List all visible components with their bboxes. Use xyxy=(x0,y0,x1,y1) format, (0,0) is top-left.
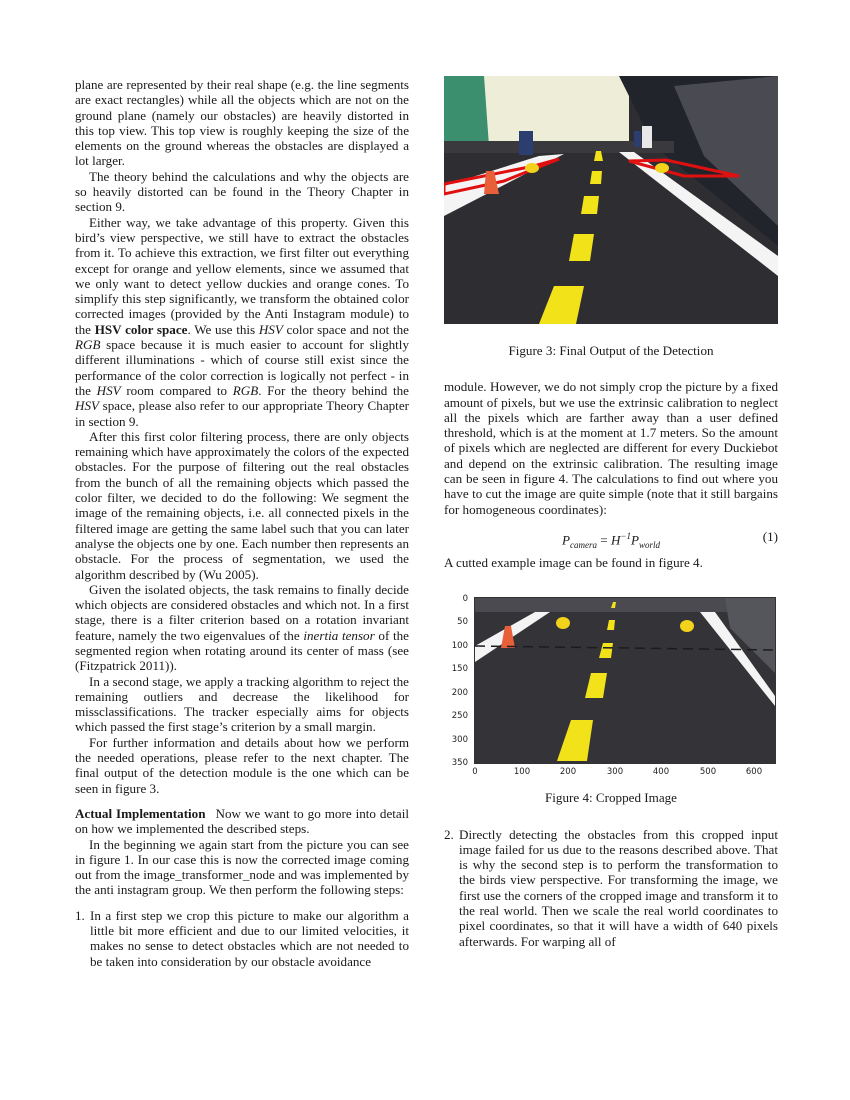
paragraph: Given the isolated objects, the task remains to finally decide which objects are considered obstacles and which not. In a first stage, there is a filter criterion based on a rotation invariant feature, namely the two eigenvalues of the inertia tensor of the segmented region when rotating around its center of mass (see (Fitzpatrick 2011)). xyxy=(75,581,409,674)
figure-3-caption: Figure 3: Final Output of the Detection xyxy=(508,343,714,358)
paragraph: module. However, we do not simply crop the picture by a fixed amount of pixels, but we use the extrinsic calibration to neglect all the pixels which are farther away than a user defined threshold, which is at the moment at 1.7 meters. So the amount of pixels which are neglected are different for every Duckiebot and depend on the extrinsic calibration. The resulting image can be seen in figure 4. The calculations to find out where you have to cut the image are quite simple (note that it still bargains for homogeneous coordinates): xyxy=(444,379,778,517)
paragraph: A cutted example image can be found in figure 4. xyxy=(444,554,703,570)
y-tick: 100 xyxy=(451,641,468,652)
cropped-road-illustration xyxy=(475,598,775,763)
x-tick: 100 xyxy=(513,767,531,778)
y-tick: 250 xyxy=(451,711,468,722)
paragraph: After this first color filtering process, there are only objects remaining which have approximately the colors of the expected obstacles. For the purpose of filtering out the real obstacles from the bunch of all the remaining objects which passed the color filter, we decided to do the following: We segment the image of the remaining objects, i.e. all connected pixels in the filtered image are getting the same label such that you can later analyse the objects one by one. Each number then represents an obstacle. For the process of segmentation, we used the algorithm described by (Wu 2005). xyxy=(75,428,409,582)
y-tick: 350 xyxy=(451,758,468,769)
bold-term: HSV color space xyxy=(94,321,188,337)
y-tick: 300 xyxy=(451,735,468,746)
figure-3 xyxy=(444,76,778,358)
left-column xyxy=(75,77,409,969)
y-tick: 200 xyxy=(451,688,468,699)
y-tick: 50 xyxy=(457,617,468,628)
paragraph: In the beginning we again start from the picture you can see in figure 1. In our case this is now the corrected image coming out from the image_transformer_node and was implemented by the anti instagram group. We then perform the following steps: xyxy=(75,836,409,898)
y-tick: 0 xyxy=(462,594,468,605)
paragraph: The theory behind the calculations and why the objects are so heavily distorted can be found in the Theory Chapter in section 9. xyxy=(75,168,409,215)
x-tick: 300 xyxy=(606,767,624,778)
list-item: 1. In a first step we crop this picture to make our algorithm a little bit more efficient and due to our limited velocities, it makes no sense to detect obstacles which are not needed to be taken into consideration by our obstacle avoidance xyxy=(75,907,409,969)
paragraph: plane are represented by their real shape (e.g. the line segments are exact rectangles) while all the objects which are not on the ground plane (namely our obstacles) are heavily distorted in this top view. This top view is roughly keeping the size of the elements on the ground whereas the obstacles are displayed a lot larger. xyxy=(75,77,409,169)
x-tick: 0 xyxy=(472,767,478,778)
detection-output-image xyxy=(444,76,778,324)
section-heading: Actual Implementation xyxy=(75,805,206,821)
figure-4-caption: Figure 4: Cropped Image xyxy=(545,790,677,806)
steps-list-continued xyxy=(444,827,778,949)
paragraph: In a second stage, we apply a tracking algorithm to reject the remaining outliers and decrease the likelihood for missclassifications. The tracker especially aims for objects which passed the first stage’s criterion by a small margin. xyxy=(75,673,409,735)
equation-number: (1) xyxy=(762,528,778,544)
x-tick: 200 xyxy=(559,767,577,778)
x-tick: 500 xyxy=(699,767,717,778)
list-item: 2. Directly detecting the obstacles from this cropped input image failed for us due to the reasons described above. That is why the second step is to perform the transformation to the birds view perspective. For transforming the image, we first use the corners of the cropped image and transform it to the real world. Then we scale the real world coordinates to pixel coordinates, so that it will have a width of 640 pixels afterwards. For warping all of xyxy=(444,826,778,949)
figure-4 xyxy=(444,594,778,784)
paragraph: Either way, we take advantage of this property. Given this bird’s view perspective, we still have to extract the obstacles from it. To achieve this extraction, we first filter out everything except for orange and yellow elements, since we assumed that we only want to detect yellow duckies and orange cones. To simplify this step significantly, we transform the obtained color corrected images (provided by the Anti Instagram module) to the HSV color space. We use this HSV color space and not the RGB space because it is much easier to account for slightly different illuminations - which of course still exist since the performance of the color correction is logically not perfect - in the HSV room compared to RGB. For the theory behind the HSV space, please also refer to our appropriate Theory Chapter in section 9. xyxy=(75,214,409,429)
equation: $P_{camera} = H^{-1}P_{world}$ (1) xyxy=(562,528,778,550)
road-scene-illustration xyxy=(444,76,778,324)
cropped-image xyxy=(474,597,776,764)
paragraph: Actual Implementation Now we want to go more into detail on how we implemented the described steps. xyxy=(75,805,409,837)
y-tick: 150 xyxy=(451,664,468,675)
paragraph: For further information and details about how we perform the needed operations, please refer to the next chapter. The final output of the detection module is the one which can be seen in figure 3. xyxy=(75,734,409,796)
steps-list xyxy=(75,908,409,969)
right-column xyxy=(444,76,778,949)
x-tick: 400 xyxy=(652,767,670,778)
x-tick: 600 xyxy=(745,767,763,778)
